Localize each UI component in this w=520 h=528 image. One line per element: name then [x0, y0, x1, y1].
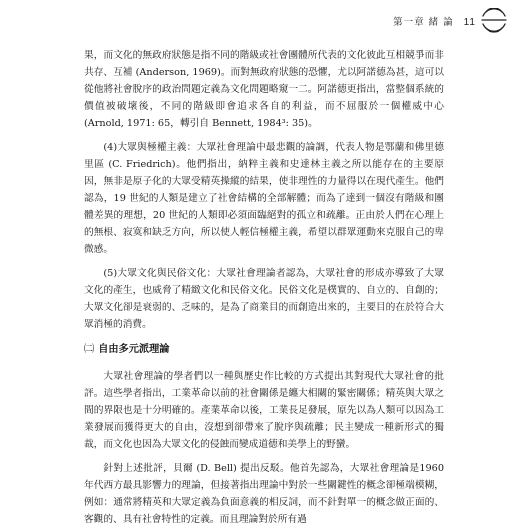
body-text — [84, 47, 444, 528]
chapter-title: 第一章 緒 論 — [393, 17, 454, 28]
section-number: ㈡ — [84, 344, 95, 355]
header-logo-icon — [480, 8, 508, 34]
paragraph: (5)大眾文化與民俗文化：大眾社會理論者認為，大眾社會的形成亦導致了大眾文化的產生，也威脅了精緻文化和民俗文化。民俗文化是樸實的、自立的、自創的；大眾文化卻是衰弱的、乏味的，是為了商業目的而創造出來的，主要目的在於符合大眾消極的消費。 — [84, 268, 444, 330]
paragraph: 針對上述批評，貝爾 (D. Bell) 提出反駁。他首先認為，大眾社會理論是1960 年代西方最具影響力的理論，但接著指出理論中對於一些關鍵性的概念卻極端模糊，例如：通常將精英和大眾定義為負面意義的相反詞，而不針對單一的概念做正面的、客觀的、具有社會特性的定義。而且理論對於所有過 — [84, 463, 444, 525]
running-header — [393, 14, 476, 28]
paragraph: 果，而文化的無政府狀態是指不同的階級或社會團體所代表的文化彼此互相競爭而非共存、互補 (Anderson, 1969)。而對無政府狀態的恐懼，尤以阿諾德為甚，這可以從他將社會脫序的政治問題定義為文化問題略窺一二。阿諾德更指出，當整個系統的價值被破壞後，不同的階級即會追求各自的利益，而不屈服於一個權威中心 (Arnold, 1971: 65，轉引自 Bennett, 1984³: 35)。 — [84, 50, 444, 129]
section-heading — [84, 342, 444, 358]
paragraph: 大眾社會理論的學者們以一種與歷史作比較的方式提出其對現代大眾社會的批評。這些學者指出，工業革命以前的社會關係是纏大相關的緊密關係；精英與大眾之間的界限也是十分明確的。產業革命以後，工業長足發展，原先以為人類可以因為工業發展而獲得更大的自由，沒想到卻帶來了脫序與疏離；民主變成一種新形式的獨裁，而文化也因為大眾文化的侵蝕而變成道德和美學上的野蠻。 — [84, 371, 444, 450]
section-title: 自由多元派理論 — [98, 344, 170, 355]
page-number: 11 — [463, 17, 476, 28]
paragraph: (4)大眾與極權主義：大眾社會理論中最悲觀的論調，代表人物是鄂蘭和佛里德里區 (C. Friedrich)。他們指出，納粹主義和史達林主義之所以能存在的主要原因，無非是原子化的大眾受精英操縱的結果，使非理性的力量得以在現代產生。他們認為，19 世紀的人類是建立了社會結構的全部解體；而為了達到一個沒有階級和團體差異的理想，20 世紀的人類即必須面臨絕對的孤立和疏離。正由於人們在心理上的無根、寂寞和缺乏方向，所以使人輕信極權主義，希望以群眾運動來克服自己的卑微感。 — [84, 142, 444, 255]
